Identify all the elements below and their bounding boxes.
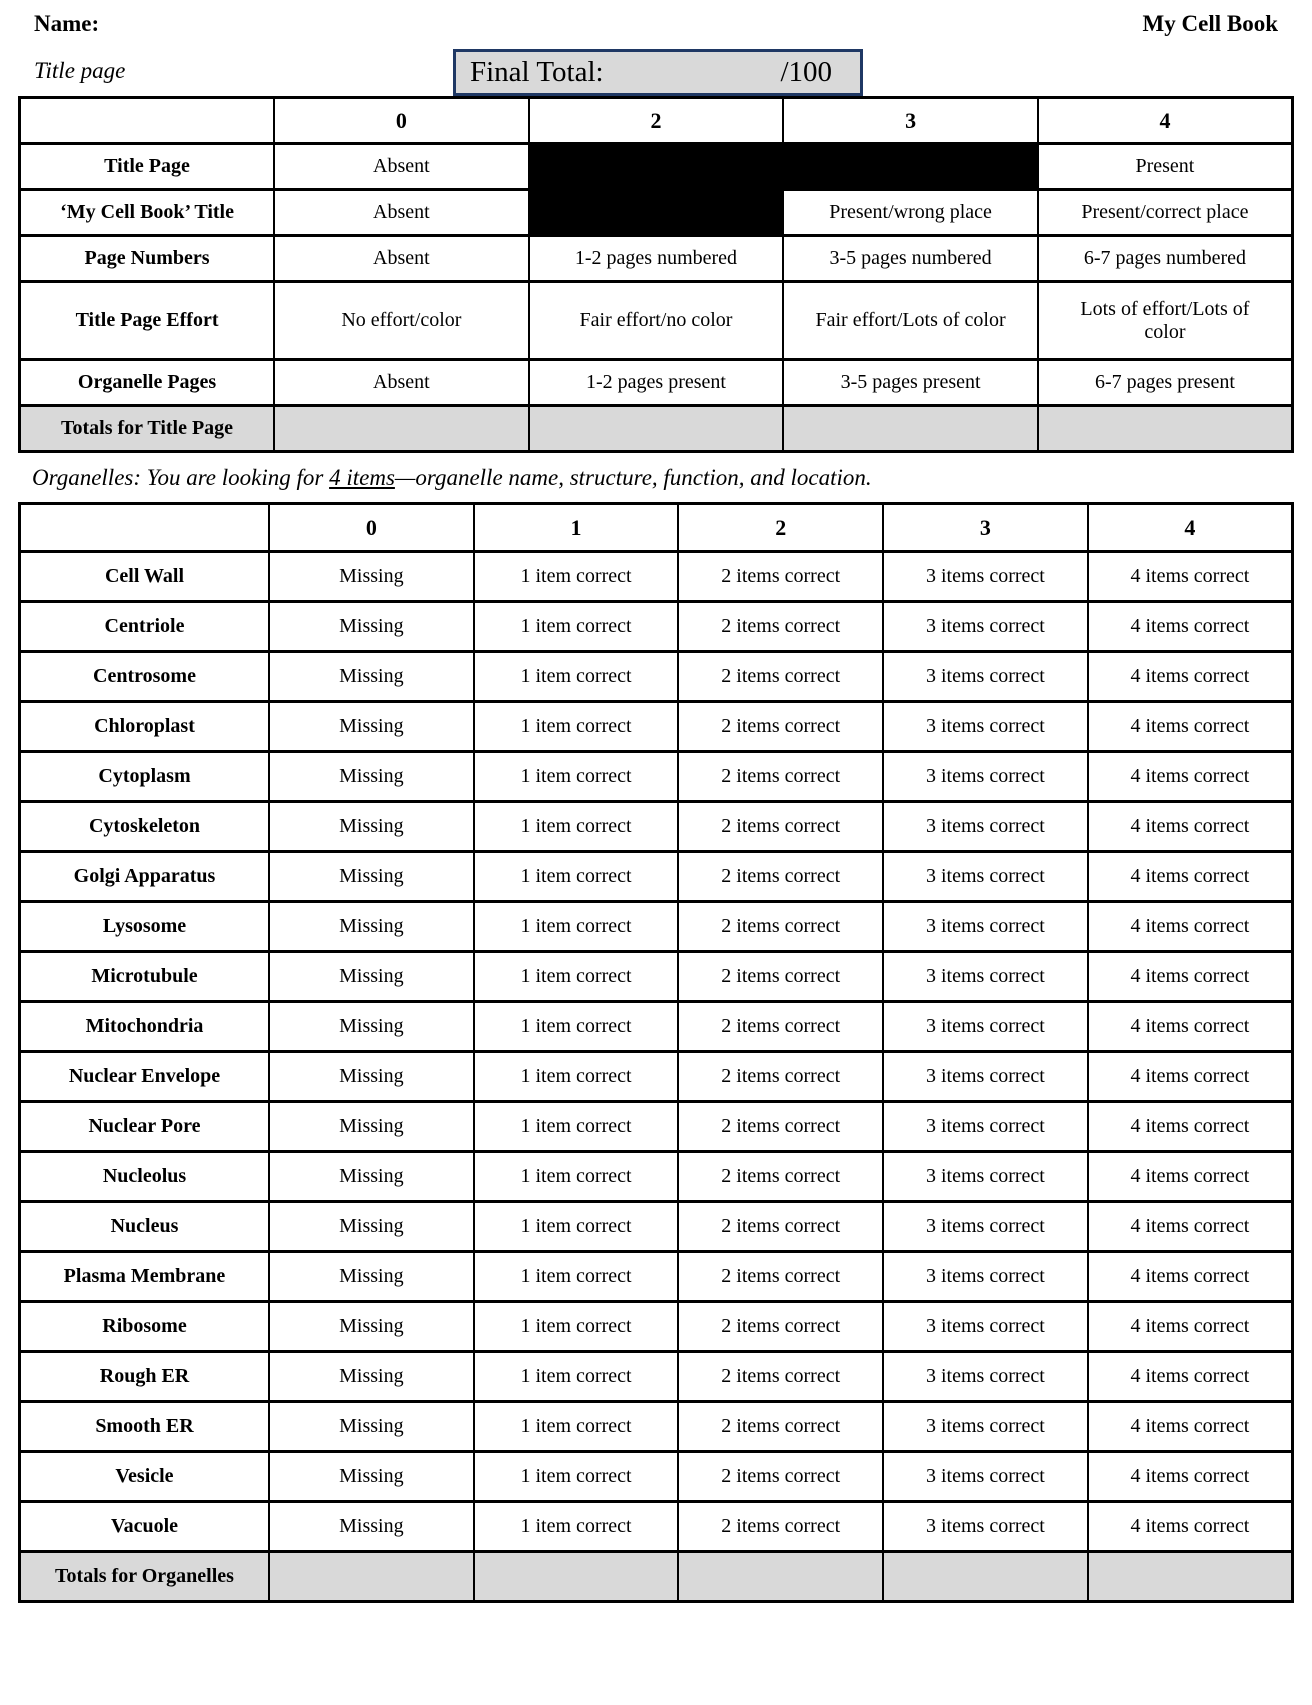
score-cell: Missing bbox=[269, 1452, 474, 1502]
title-page-rubric-table bbox=[18, 96, 1294, 453]
score-cell: 1 item correct bbox=[474, 1402, 679, 1452]
score-cell: Missing bbox=[269, 1102, 474, 1152]
row-label: Totals for Organelles bbox=[20, 1552, 270, 1602]
final-total-score: /100 bbox=[780, 56, 832, 88]
score-cell: Absent bbox=[274, 190, 529, 236]
rubric-row bbox=[20, 1402, 1293, 1452]
rubric-row bbox=[20, 1152, 1293, 1202]
score-cell: Missing bbox=[269, 602, 474, 652]
score-cell: 3 items correct bbox=[883, 1102, 1088, 1152]
score-column-header: 3 bbox=[783, 98, 1038, 144]
score-cell: Missing bbox=[269, 1502, 474, 1552]
organelles-note-prefix: Organelles: You are looking for bbox=[32, 465, 330, 490]
score-cell: 1 item correct bbox=[474, 902, 679, 952]
score-cell: Present bbox=[1038, 144, 1293, 190]
rubric-row bbox=[20, 1102, 1293, 1152]
score-cell: 2 items correct bbox=[678, 652, 883, 702]
row-label: Nuclear Envelope bbox=[20, 1052, 270, 1102]
rubric-row bbox=[20, 144, 1293, 190]
score-cell: 6-7 pages present bbox=[1038, 360, 1293, 406]
score-column-header: 4 bbox=[1088, 504, 1293, 552]
row-label: Page Numbers bbox=[20, 236, 275, 282]
score-cell: Missing bbox=[269, 702, 474, 752]
score-cell: 3 items correct bbox=[883, 1002, 1088, 1052]
score-cell: 1 item correct bbox=[474, 652, 679, 702]
score-cell: Missing bbox=[269, 1302, 474, 1352]
score-cell: 4 items correct bbox=[1088, 752, 1293, 802]
score-cell: 1 item correct bbox=[474, 952, 679, 1002]
score-cell: 4 items correct bbox=[1088, 1102, 1293, 1152]
score-cell: 2 items correct bbox=[678, 1052, 883, 1102]
row-label: Organelle Pages bbox=[20, 360, 275, 406]
score-column-header: 2 bbox=[529, 98, 784, 144]
row-label: Vacuole bbox=[20, 1502, 270, 1552]
row-label: Nucleus bbox=[20, 1202, 270, 1252]
score-cell: 1 item correct bbox=[474, 1102, 679, 1152]
score-cell: 1 item correct bbox=[474, 752, 679, 802]
totals-blank-cell bbox=[783, 406, 1038, 452]
score-cell: 1 item correct bbox=[474, 552, 679, 602]
score-cell: Absent bbox=[274, 236, 529, 282]
score-cell: Missing bbox=[269, 1152, 474, 1202]
rubric-row bbox=[20, 902, 1293, 952]
rubric-row bbox=[20, 360, 1293, 406]
row-label: Microtubule bbox=[20, 952, 270, 1002]
score-cell: 4 items correct bbox=[1088, 1402, 1293, 1452]
score-cell: 2 items correct bbox=[678, 1352, 883, 1402]
score-cell: 3 items correct bbox=[883, 552, 1088, 602]
rubric-row bbox=[20, 852, 1293, 902]
score-cell: 4 items correct bbox=[1088, 1302, 1293, 1352]
name-label: Name: bbox=[34, 11, 100, 36]
score-cell: 4 items correct bbox=[1088, 802, 1293, 852]
score-column-header: 0 bbox=[269, 504, 474, 552]
rubric-row bbox=[20, 1052, 1293, 1102]
organelles-note bbox=[18, 453, 1294, 502]
score-cell: 2 items correct bbox=[678, 902, 883, 952]
rubric-row bbox=[20, 952, 1293, 1002]
score-cell: 3 items correct bbox=[883, 852, 1088, 902]
blocked-cell bbox=[783, 144, 1038, 190]
document-title: My Cell Book bbox=[1142, 11, 1278, 36]
masthead bbox=[18, 0, 1294, 38]
rubric-row bbox=[20, 236, 1293, 282]
rubric-row bbox=[20, 602, 1293, 652]
row-label: Plasma Membrane bbox=[20, 1252, 270, 1302]
score-cell: 1 item correct bbox=[474, 1052, 679, 1102]
score-cell: Present/correct place bbox=[1038, 190, 1293, 236]
score-cell: 3 items correct bbox=[883, 1352, 1088, 1402]
score-cell: 3 items correct bbox=[883, 652, 1088, 702]
score-cell: 2 items correct bbox=[678, 602, 883, 652]
score-cell: 4 items correct bbox=[1088, 552, 1293, 602]
row-label: ‘My Cell Book’ Title bbox=[20, 190, 275, 236]
score-cell: Missing bbox=[269, 852, 474, 902]
score-cell: 1 item correct bbox=[474, 1152, 679, 1202]
totals-row bbox=[20, 406, 1293, 452]
totals-blank-cell bbox=[474, 1552, 679, 1602]
score-cell: 1 item correct bbox=[474, 1002, 679, 1052]
score-cell: 3 items correct bbox=[883, 1452, 1088, 1502]
score-cell: 2 items correct bbox=[678, 1452, 883, 1502]
score-column-header: 4 bbox=[1038, 98, 1293, 144]
score-cell: 1 item correct bbox=[474, 1202, 679, 1252]
score-cell: Missing bbox=[269, 902, 474, 952]
score-cell: 1-2 pages present bbox=[529, 360, 784, 406]
row-label: Mitochondria bbox=[20, 1002, 270, 1052]
score-column-header: 0 bbox=[274, 98, 529, 144]
rubric-row bbox=[20, 1452, 1293, 1502]
score-column-header: 2 bbox=[678, 504, 883, 552]
totals-blank-cell bbox=[269, 1552, 474, 1602]
score-cell: Fair effort/no color bbox=[529, 282, 784, 360]
score-cell: 2 items correct bbox=[678, 1152, 883, 1202]
score-cell: 2 items correct bbox=[678, 1252, 883, 1302]
organelles-note-suffix: —organelle name, structure, function, and location. bbox=[394, 465, 872, 490]
score-cell: 1 item correct bbox=[474, 1452, 679, 1502]
row-label: Centrosome bbox=[20, 652, 270, 702]
score-cell: Missing bbox=[269, 652, 474, 702]
score-cell: 3 items correct bbox=[883, 702, 1088, 752]
rubric-row bbox=[20, 1202, 1293, 1252]
score-cell: 2 items correct bbox=[678, 552, 883, 602]
row-label: Ribosome bbox=[20, 1302, 270, 1352]
score-cell: 4 items correct bbox=[1088, 952, 1293, 1002]
score-cell: 4 items correct bbox=[1088, 1352, 1293, 1402]
score-cell: 1 item correct bbox=[474, 1252, 679, 1302]
row-label: Cytoskeleton bbox=[20, 802, 270, 852]
row-label: Totals for Title Page bbox=[20, 406, 275, 452]
score-cell: 1 item correct bbox=[474, 802, 679, 852]
score-cell: 3 items correct bbox=[883, 952, 1088, 1002]
score-cell: 4 items correct bbox=[1088, 1202, 1293, 1252]
row-label: Cytoplasm bbox=[20, 752, 270, 802]
score-cell: Missing bbox=[269, 1052, 474, 1102]
score-cell: 4 items correct bbox=[1088, 652, 1293, 702]
totals-blank-cell bbox=[883, 1552, 1088, 1602]
blocked-cell bbox=[529, 144, 784, 236]
totals-blank-cell bbox=[678, 1552, 883, 1602]
title-table-header-row bbox=[20, 98, 1293, 144]
score-cell: 4 items correct bbox=[1088, 902, 1293, 952]
row-label: Lysosome bbox=[20, 902, 270, 952]
score-cell: 3 items correct bbox=[883, 752, 1088, 802]
score-cell: 2 items correct bbox=[678, 752, 883, 802]
score-cell: 2 items correct bbox=[678, 852, 883, 902]
score-cell: 2 items correct bbox=[678, 1202, 883, 1252]
rubric-row bbox=[20, 652, 1293, 702]
row-label: Title Page bbox=[20, 144, 275, 190]
row-label: Centriole bbox=[20, 602, 270, 652]
organelle-table-header-row bbox=[20, 504, 1293, 552]
row-label: Smooth ER bbox=[20, 1402, 270, 1452]
score-cell: 3-5 pages present bbox=[783, 360, 1038, 406]
row-label: Golgi Apparatus bbox=[20, 852, 270, 902]
score-cell: 1 item correct bbox=[474, 702, 679, 752]
row-label: Rough ER bbox=[20, 1352, 270, 1402]
score-cell: Missing bbox=[269, 802, 474, 852]
score-cell: Missing bbox=[269, 952, 474, 1002]
score-cell: Present/wrong place bbox=[783, 190, 1038, 236]
score-cell: 3 items correct bbox=[883, 1052, 1088, 1102]
score-column-header: 3 bbox=[883, 504, 1088, 552]
score-cell: 1 item correct bbox=[474, 602, 679, 652]
rubric-row bbox=[20, 1352, 1293, 1402]
score-cell: 3 items correct bbox=[883, 802, 1088, 852]
totals-blank-cell bbox=[274, 406, 529, 452]
organelles-rubric-table bbox=[18, 502, 1294, 1603]
row-label: Vesicle bbox=[20, 1452, 270, 1502]
totals-blank-cell bbox=[529, 406, 784, 452]
score-cell: No effort/color bbox=[274, 282, 529, 360]
subheader bbox=[18, 38, 1294, 96]
rubric-row bbox=[20, 282, 1293, 360]
rubric-row bbox=[20, 802, 1293, 852]
score-cell: 4 items correct bbox=[1088, 1002, 1293, 1052]
rubric-row bbox=[20, 702, 1293, 752]
rubric-row bbox=[20, 752, 1293, 802]
score-cell: 4 items correct bbox=[1088, 1252, 1293, 1302]
score-cell: 2 items correct bbox=[678, 802, 883, 852]
score-cell: 3 items correct bbox=[883, 602, 1088, 652]
score-cell: 3 items correct bbox=[883, 1502, 1088, 1552]
score-cell: 2 items correct bbox=[678, 1402, 883, 1452]
row-label: Cell Wall bbox=[20, 552, 270, 602]
score-column-header: 1 bbox=[474, 504, 679, 552]
score-cell: Missing bbox=[269, 1002, 474, 1052]
score-cell: 2 items correct bbox=[678, 1102, 883, 1152]
final-total-label: Final Total: bbox=[470, 56, 604, 88]
rubric-row bbox=[20, 1502, 1293, 1552]
score-cell: Missing bbox=[269, 552, 474, 602]
corner-cell bbox=[20, 504, 270, 552]
rubric-row bbox=[20, 1252, 1293, 1302]
score-cell: 3 items correct bbox=[883, 1202, 1088, 1252]
totals-blank-cell bbox=[1088, 1552, 1293, 1602]
score-cell: Missing bbox=[269, 1252, 474, 1302]
score-cell: 1 item correct bbox=[474, 1352, 679, 1402]
final-total-box bbox=[453, 49, 863, 96]
score-cell: 4 items correct bbox=[1088, 702, 1293, 752]
score-cell: 3-5 pages numbered bbox=[783, 236, 1038, 282]
score-cell: 3 items correct bbox=[883, 902, 1088, 952]
score-cell: 4 items correct bbox=[1088, 1502, 1293, 1552]
score-cell: 3 items correct bbox=[883, 1302, 1088, 1352]
totals-blank-cell bbox=[1038, 406, 1293, 452]
score-cell: 2 items correct bbox=[678, 702, 883, 752]
score-cell: Missing bbox=[269, 1202, 474, 1252]
rubric-row bbox=[20, 1302, 1293, 1352]
score-cell: 4 items correct bbox=[1088, 602, 1293, 652]
score-cell: 3 items correct bbox=[883, 1252, 1088, 1302]
score-cell: 6-7 pages numbered bbox=[1038, 236, 1293, 282]
score-cell: 1 item correct bbox=[474, 1502, 679, 1552]
score-cell: Absent bbox=[274, 360, 529, 406]
score-cell: 1 item correct bbox=[474, 852, 679, 902]
score-cell: Missing bbox=[269, 1402, 474, 1452]
score-cell: 2 items correct bbox=[678, 952, 883, 1002]
score-cell: 1 item correct bbox=[474, 1302, 679, 1352]
score-cell: 3 items correct bbox=[883, 1152, 1088, 1202]
score-cell: Absent bbox=[274, 144, 529, 190]
score-cell: 3 items correct bbox=[883, 1402, 1088, 1452]
score-cell: 2 items correct bbox=[678, 1002, 883, 1052]
score-cell: Lots of effort/Lots of color bbox=[1038, 282, 1293, 360]
organelles-note-underlined: 4 items bbox=[329, 465, 395, 490]
row-label: Chloroplast bbox=[20, 702, 270, 752]
score-cell: 4 items correct bbox=[1088, 1452, 1293, 1502]
section-label-title-page: Title page bbox=[34, 58, 126, 83]
corner-cell bbox=[20, 98, 275, 144]
score-cell: 1-2 pages numbered bbox=[529, 236, 784, 282]
score-cell: Missing bbox=[269, 1352, 474, 1402]
score-cell: 2 items correct bbox=[678, 1502, 883, 1552]
score-cell: Fair effort/Lots of color bbox=[783, 282, 1038, 360]
row-label: Title Page Effort bbox=[20, 282, 275, 360]
totals-row bbox=[20, 1552, 1293, 1602]
row-label: Nucleolus bbox=[20, 1152, 270, 1202]
row-label: Nuclear Pore bbox=[20, 1102, 270, 1152]
score-cell: 4 items correct bbox=[1088, 852, 1293, 902]
score-cell: 4 items correct bbox=[1088, 1152, 1293, 1202]
score-cell: 4 items correct bbox=[1088, 1052, 1293, 1102]
rubric-row bbox=[20, 1002, 1293, 1052]
rubric-row bbox=[20, 552, 1293, 602]
score-cell: Missing bbox=[269, 752, 474, 802]
score-cell: 2 items correct bbox=[678, 1302, 883, 1352]
